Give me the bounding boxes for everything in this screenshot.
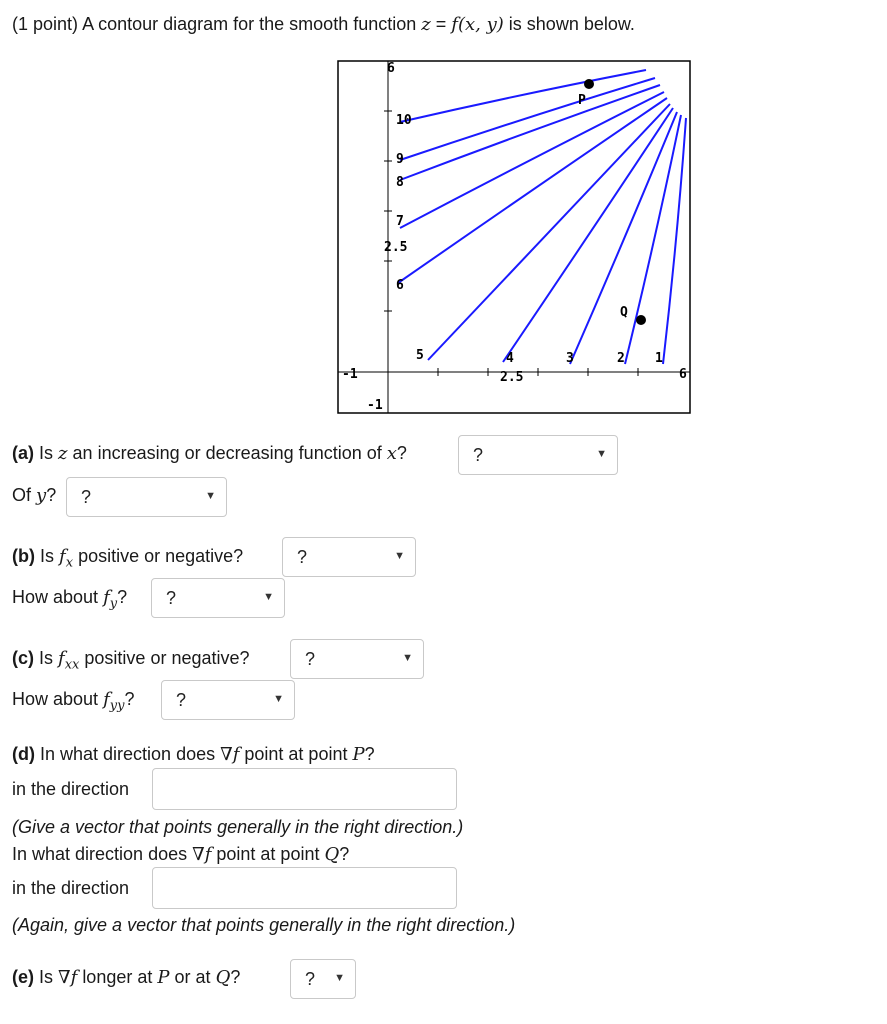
intro-text: (1 point) A contour diagram for the smooth function z = f(x, y) is shown below. (12, 14, 635, 35)
hint-q: (Again, give a vector that points generally in the right direction.) (12, 915, 516, 935)
chevron-down-icon: ▼ (263, 591, 274, 603)
answer-a2-select[interactable]: ? ▼ (66, 477, 227, 517)
contour-label: 10 (396, 113, 412, 128)
contour-plot (0, 0, 887, 420)
chevron-down-icon: ▼ (596, 448, 607, 460)
answer-a1-select[interactable]: ? ▼ (458, 435, 618, 475)
y-tick-label: 6 (387, 61, 395, 76)
x-tick-label: -1 (342, 367, 358, 382)
point-q-label: Q (620, 305, 628, 320)
x-tick-label: 2.5 (500, 370, 524, 385)
contour-label: 5 (416, 348, 424, 363)
answer-c1-select[interactable]: ? ▼ (290, 639, 424, 679)
answer-c2-select[interactable]: ? ▼ (161, 680, 295, 720)
y-tick-label: -1 (367, 398, 383, 413)
point-p-marker (584, 79, 594, 89)
answer-e-select[interactable]: ? ▼ (290, 959, 356, 999)
question-a2: Of y? (12, 485, 57, 506)
question-a1: (a) Is z an increasing or decreasing function of x? (12, 443, 407, 464)
question-b1: (b) Is $f_x$ positive or negative? (12, 546, 244, 571)
contour-label: 4 (506, 351, 514, 366)
contour-label: 7 (396, 214, 404, 229)
direction-p-input[interactable] (152, 768, 457, 810)
hint-p: (Give a vector that points generally in the right direction.) (12, 817, 464, 837)
chevron-down-icon: ▼ (273, 693, 284, 705)
chevron-down-icon: ▼ (394, 550, 405, 562)
contour-label: 9 (396, 152, 404, 167)
chevron-down-icon: ▼ (205, 490, 216, 502)
contour-label: 6 (396, 278, 404, 293)
question-c2: How about $f_{yy}$? (12, 689, 135, 714)
direction-q-input[interactable] (152, 867, 457, 909)
contour-label: 3 (566, 351, 574, 366)
answer-b2-select[interactable]: ? ▼ (151, 578, 285, 618)
answer-b1-select[interactable]: ? ▼ (282, 537, 416, 577)
direction-label-p: in the direction (12, 779, 130, 799)
point-p-label: P (578, 93, 586, 108)
contour-label: 2 (617, 351, 625, 366)
direction-label-q: in the direction (12, 878, 130, 898)
point-q-marker (636, 315, 646, 325)
question-d2: In what direction does ∇f point at point Q? (12, 844, 350, 865)
y-tick-label: 2.5 (384, 240, 408, 255)
question-c1: (c) Is $f_{xx}$ positive or negative? (12, 648, 250, 673)
x-tick-label: 6 (679, 367, 687, 382)
plot-frame (338, 61, 690, 413)
contour-label: 1 (655, 351, 663, 366)
question-d1: (d) In what direction does ∇f point at point P? (12, 744, 375, 765)
chevron-down-icon: ▼ (334, 972, 345, 984)
contour-label: 8 (396, 175, 404, 190)
question-e: (e) Is ∇f longer at P or at Q? (12, 967, 241, 988)
chevron-down-icon: ▼ (402, 652, 413, 664)
question-b2: How about $f_y$? (12, 587, 128, 612)
